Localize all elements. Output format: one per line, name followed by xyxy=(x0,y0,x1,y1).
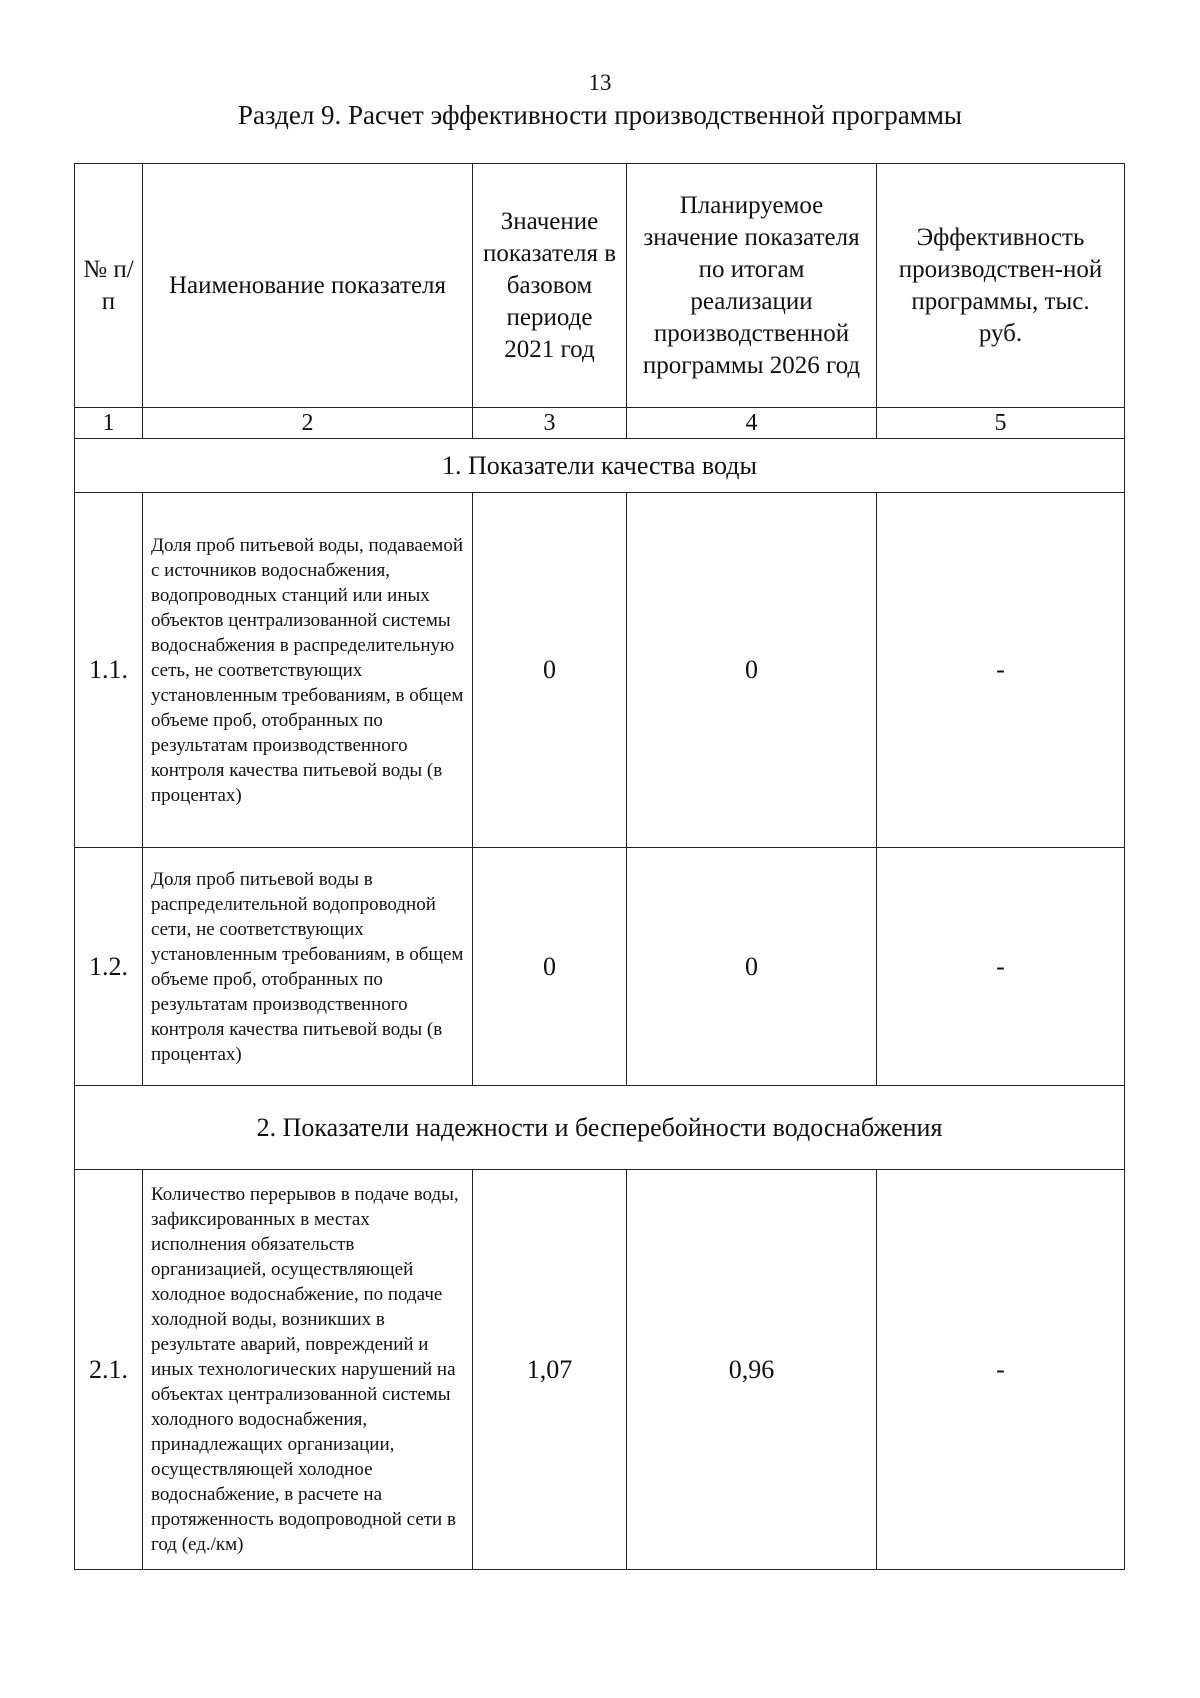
column-number: 4 xyxy=(627,408,877,439)
page-title: Раздел 9. Расчет эффективности производственной программы xyxy=(237,100,963,130)
base-value: 0 xyxy=(473,493,627,848)
row-index: 2.1. xyxy=(75,1170,143,1570)
indicator-name: Количество перерывов в подаче воды, зафиксированных в местах исполнения обязательств организацией, осуществляющей холодное водоснабжение, по подаче холодной воды, возникших в результате аварий, повреждений и иных технологических нарушений на объектах централизованной системы холодного водоснабжения, принадлежащих организации, осуществляющей холодное водоснабжение, в расчете на протяженность водопроводной сети в год (ед./км) xyxy=(143,1170,473,1570)
base-value: 1,07 xyxy=(473,1170,627,1570)
efficiency-value: - xyxy=(877,493,1125,848)
column-number: 5 xyxy=(877,408,1125,439)
row-index: 1.2. xyxy=(75,848,143,1086)
planned-value: 0 xyxy=(627,493,877,848)
column-number: 3 xyxy=(473,408,627,439)
column-number-row xyxy=(75,408,1125,439)
header-planned-value: Планируемое значение показателя по итогам реализации производственной программы 2026 год xyxy=(627,164,877,408)
section-row xyxy=(75,439,1125,493)
header-number: № п/п xyxy=(75,164,143,408)
row-index: 1.1. xyxy=(75,493,143,848)
efficiency-value: - xyxy=(877,848,1125,1086)
indicator-name: Доля проб питьевой воды в распределительной водопроводной сети, не соответствующих установленным требованиям, в общем объеме проб, отобранных по результатам производственного контроля качества питьевой воды (в процентах) xyxy=(143,848,473,1086)
planned-value: 0,96 xyxy=(627,1170,877,1570)
table-row xyxy=(75,493,1125,848)
section-title: 1. Показатели качества воды xyxy=(75,439,1125,493)
planned-value: 0 xyxy=(627,848,877,1086)
efficiency-value: - xyxy=(877,1170,1125,1570)
header-indicator-name: Наименование показателя xyxy=(143,164,473,408)
header-row xyxy=(75,164,1125,408)
efficiency-table xyxy=(74,163,1125,1570)
header-base-value: Значение показателя в базовом периоде 2021 год xyxy=(473,164,627,408)
header-efficiency: Эффективность производствен-ной программы, тыс. руб. xyxy=(877,164,1125,408)
indicator-name: Доля проб питьевой воды, подаваемой с источников водоснабжения, водопроводных станций или иных объектов централизованной системы водоснабжения в распределительную сеть, не соответствующих установленным требованиям, в общем объеме проб, отобранных по результатам производственного контроля качества питьевой воды (в процентах) xyxy=(143,493,473,848)
page-number: 13 xyxy=(588,70,612,95)
column-number: 1 xyxy=(75,408,143,439)
section-title: 2. Показатели надежности и бесперебойности водоснабжения xyxy=(75,1086,1125,1170)
table-row xyxy=(75,1170,1125,1570)
section-row xyxy=(75,1086,1125,1170)
column-number: 2 xyxy=(143,408,473,439)
base-value: 0 xyxy=(473,848,627,1086)
table-row xyxy=(75,848,1125,1086)
